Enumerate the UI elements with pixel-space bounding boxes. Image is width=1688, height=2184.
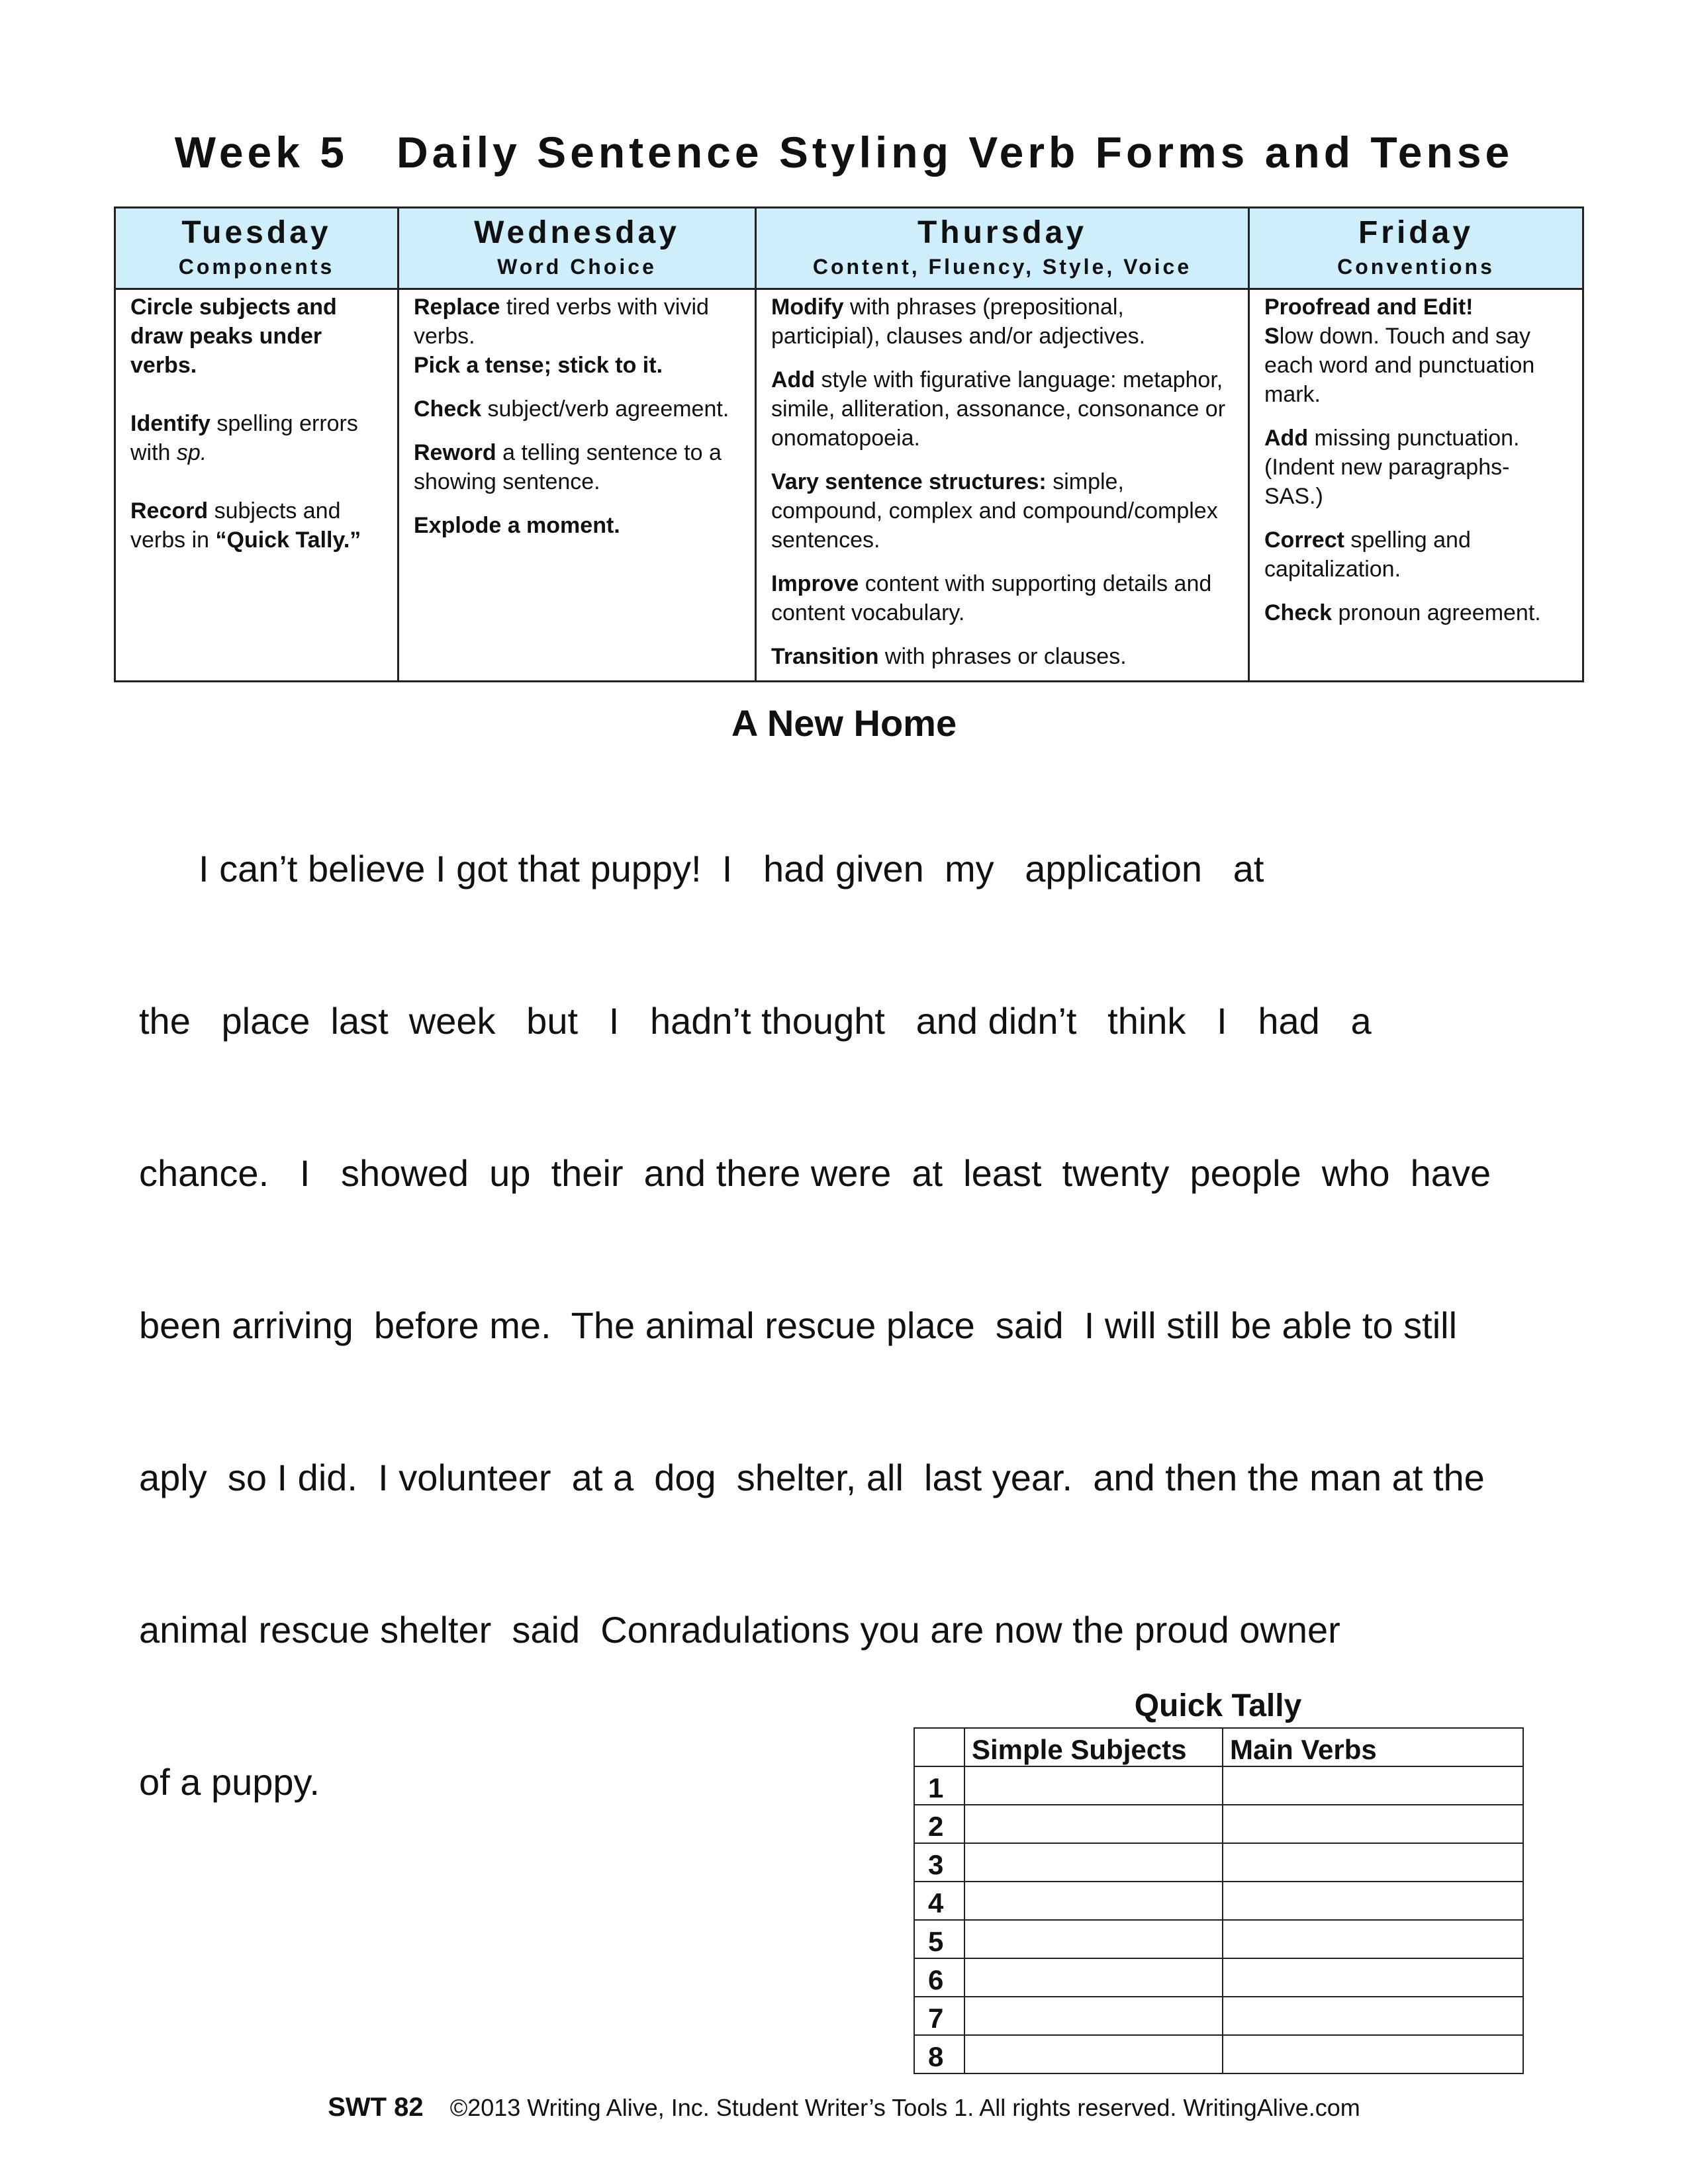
task-keyword: Record	[130, 498, 209, 523]
subject-cell[interactable]	[964, 1920, 1223, 1958]
task-keyword: Add	[1264, 426, 1309, 451]
daily-schedule-table	[114, 206, 1584, 682]
tally-row-number: 8	[914, 2035, 964, 2073]
page-footer	[0, 2093, 1688, 2122]
tuesday-tasks	[115, 289, 399, 682]
tally-row	[914, 1805, 1523, 1843]
subject-cell[interactable]	[964, 1997, 1223, 2035]
day-name: Thursday	[917, 215, 1088, 250]
day-focus: Word Choice	[497, 255, 657, 279]
subject-cell[interactable]	[964, 1805, 1223, 1843]
page-title: Week 5 Daily Sentence Styling Verb Forms and Tense	[174, 128, 1514, 177]
verb-cell[interactable]	[1223, 1958, 1523, 1997]
story-line: been arriving before me. The animal rescue place said I will still be able to still	[139, 1304, 1458, 1346]
friday-tasks	[1249, 289, 1583, 682]
wednesday-tasks	[399, 289, 756, 682]
task-keyword: Replace	[414, 295, 500, 320]
task-keyword: S	[1264, 324, 1280, 349]
tally-row-number: 3	[914, 1843, 964, 1882]
task-keyword: Transition	[771, 644, 879, 669]
tally-row-number: 4	[914, 1882, 964, 1920]
day-focus: Content, Fluency, Style, Voice	[812, 255, 1192, 279]
task-text: Explode a moment.	[414, 513, 620, 538]
task-keyword: Proofread and Edit!	[1264, 295, 1474, 320]
tally-row-number: 1	[914, 1766, 964, 1805]
task-text: with phrases (prepositional, participial), clauses and/or adjectives.	[771, 295, 1146, 349]
task-text: tired verbs with vivid verbs.	[414, 295, 709, 349]
verb-cell[interactable]	[1223, 1997, 1523, 2035]
tally-row	[914, 1958, 1523, 1997]
story-line: animal rescue shelter said Conradulations you are now the proud owner	[139, 1609, 1340, 1651]
task-text: spelling and capitalization.	[1264, 527, 1471, 582]
tally-number-header	[914, 1728, 964, 1766]
task-text: a telling sentence to a showing sentence.	[414, 440, 722, 494]
tally-row-number: 6	[914, 1958, 964, 1997]
task-text: subject/verb agreement.	[481, 396, 729, 422]
story-line: chance. I showed up their and there were at least twenty people who have	[139, 1152, 1491, 1194]
verb-cell[interactable]	[1223, 1882, 1523, 1920]
task-text: Circle subjects and draw peaks under verbs.	[130, 295, 337, 378]
task-keyword: Vary sentence structures:	[771, 469, 1047, 494]
thursday-header	[756, 208, 1249, 289]
story-line: of a puppy.	[139, 1761, 320, 1803]
task-text: Pick a tense; stick to it.	[414, 353, 663, 378]
story-line: the place last week but I hadn’t thought and didn’t think I had a	[139, 1000, 1372, 1042]
tally-row	[914, 1843, 1523, 1882]
copyright-text: ©2013 Writing Alive, Inc. Student Writer’s Tools 1. All rights reserved. WritingAlive.com	[423, 2094, 1360, 2121]
task-text: spelling errors with	[130, 411, 358, 465]
story-line: I can’t believe I got that puppy! I had given my application at	[199, 848, 1264, 889]
tally-row	[914, 1997, 1523, 2035]
day-name: Friday	[1358, 215, 1474, 250]
task-keyword: Reword	[414, 440, 496, 465]
story-title: A New Home	[731, 702, 957, 744]
task-text: sp.	[176, 440, 207, 465]
task-text: missing punctuation. (Indent new paragraphs-SAS.)	[1264, 426, 1520, 509]
simple-subjects-header: Simple Subjects	[964, 1728, 1223, 1766]
task-text: low down. Touch and say each word and punctuation mark.	[1264, 324, 1535, 407]
tally-row	[914, 2035, 1523, 2073]
tally-row-number: 7	[914, 1997, 964, 2035]
task-text: content with supporting details and content vocabulary.	[771, 571, 1212, 625]
task-keyword: “Quick Tally.”	[215, 527, 361, 553]
main-verbs-header: Main Verbs	[1223, 1728, 1523, 1766]
tally-row	[914, 1766, 1523, 1805]
quick-tally-table	[914, 1727, 1524, 2074]
story-line: aply so I did. I volunteer at a dog shelter, all last year. and then the man at the	[139, 1457, 1485, 1498]
wednesday-header	[399, 208, 756, 289]
verb-cell[interactable]	[1223, 1843, 1523, 1882]
tally-row	[914, 1882, 1523, 1920]
friday-header	[1249, 208, 1583, 289]
task-keyword: Check	[414, 396, 482, 422]
day-focus: Components	[178, 255, 335, 279]
task-text: with phrases or clauses.	[878, 644, 1127, 669]
task-text: simple, compound, complex and compound/complex sentences.	[771, 469, 1218, 553]
quick-tally-title: Quick Tally	[1134, 1688, 1302, 1723]
day-focus: Conventions	[1337, 255, 1495, 279]
verb-cell[interactable]	[1223, 2035, 1523, 2073]
task-text: style with figurative language: metaphor, simile, alliteration, assonance, consonance or onomatopoeia.	[771, 367, 1226, 451]
task-keyword: Improve	[771, 571, 859, 596]
day-name: Wednesday	[474, 215, 680, 250]
schedule-header-row	[115, 208, 1583, 289]
page-code: SWT 82	[328, 2093, 424, 2122]
subject-cell[interactable]	[964, 2035, 1223, 2073]
tally-header-row	[914, 1728, 1523, 1766]
verb-cell[interactable]	[1223, 1805, 1523, 1843]
day-name: Tuesday	[181, 215, 332, 250]
verb-cell[interactable]	[1223, 1920, 1523, 1958]
tuesday-header	[115, 208, 399, 289]
tally-row-number: 5	[914, 1920, 964, 1958]
task-keyword: Modify	[771, 295, 844, 320]
thursday-tasks	[756, 289, 1249, 682]
task-text: pronoun agreement.	[1332, 600, 1541, 625]
subject-cell[interactable]	[964, 1958, 1223, 1997]
verb-cell[interactable]	[1223, 1766, 1523, 1805]
subject-cell[interactable]	[964, 1882, 1223, 1920]
task-keyword: Identify	[130, 411, 211, 436]
schedule-body-row	[115, 289, 1583, 682]
subject-cell[interactable]	[964, 1843, 1223, 1882]
tally-row	[914, 1920, 1523, 1958]
task-text: subjects and verbs in	[130, 498, 341, 553]
task-keyword: Add	[771, 367, 816, 392]
subject-cell[interactable]	[964, 1766, 1223, 1805]
tally-row-number: 2	[914, 1805, 964, 1843]
task-keyword: Check	[1264, 600, 1333, 625]
task-keyword: Correct	[1264, 527, 1344, 553]
